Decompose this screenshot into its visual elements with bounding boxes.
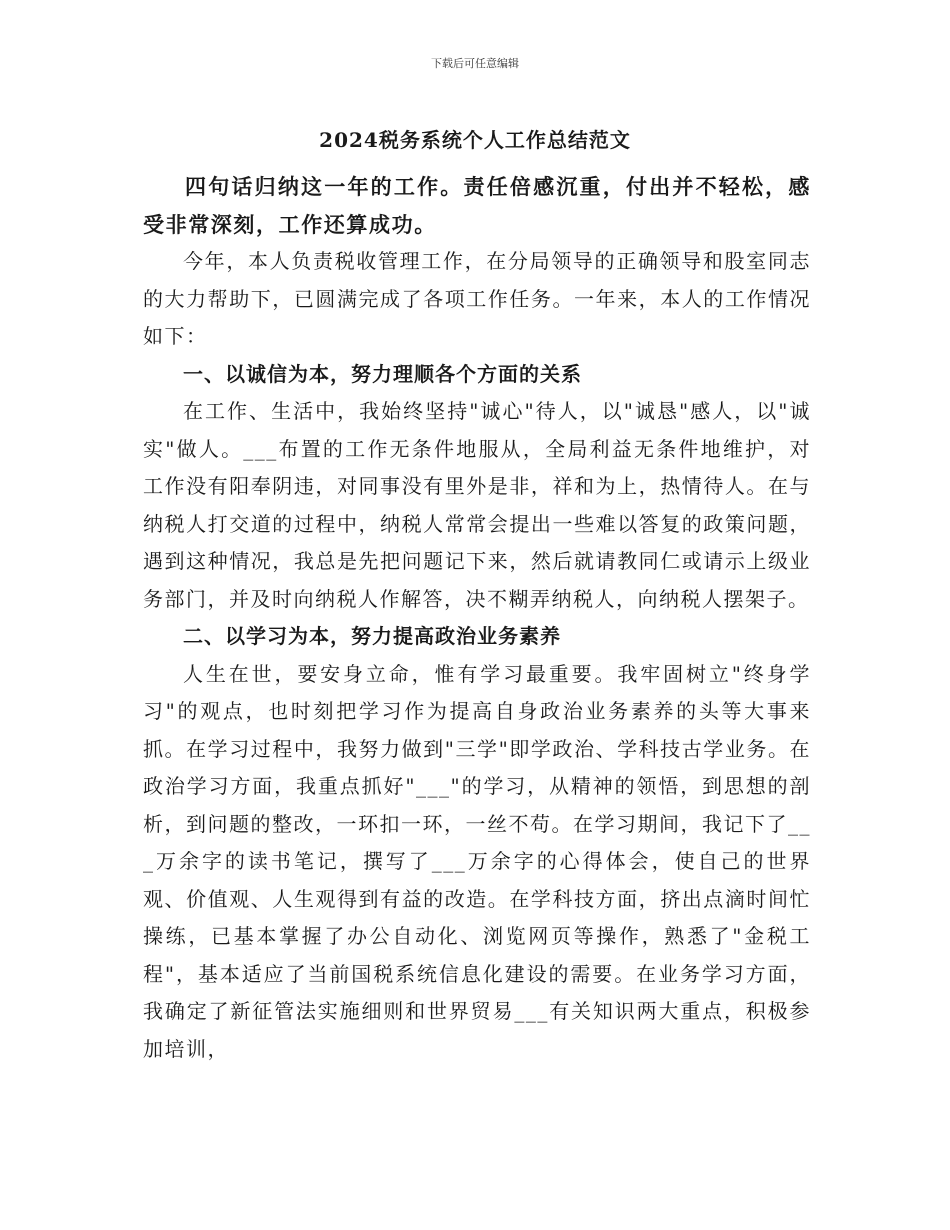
lead-paragraph: 四句话归纳这一年的工作。责任倍感沉重，付出并不轻松，感受非常深刻，工作还算成功。 [143,174,811,237]
header-note: 下载后可任意编辑 [431,57,519,70]
document-title: 2024税务系统个人工作总结范文 [319,128,631,152]
section-1-paragraph: 在工作、生活中，我始终坚持"诚心"待人，以"诚恳"感人，以"诚实"做人。___布置的工作无条件地服从，全局利益无条件地维护，对工作没有阳奉阴违，对同事没有里外是非，祥和为上，热情待人。在与纳税人打交道的过程中，纳税人常常会提出一些难以答复的政策问题，遇到这种情况，我总是先把问题记下来，然后就请教同仁或请示上级业务部门，并及时向纳税人作解答，决不糊弄纳税人，向纳税人摆架子。 [143,399,811,611]
section-heading-1: 一、以诚信为本，努力理顺各个方面的关系 [183,361,582,386]
intro-paragraph: 今年，本人负责税收管理工作，在分局领导的正确领导和股室同志的大力帮助下，已圆满完成了各项工作任务。一年来，本人的工作情况如下： [143,249,811,348]
section-heading-2: 二、以学习为本，努力提高政治业务素养 [183,624,561,648]
document-body [143,168,811,1068]
section-2-paragraph: 人生在世，要安身立命，惟有学习最重要。我牢固树立"终身学习"的观点，也时刻把学习作为提高自身政治业务素养的头等大事来抓。在学习过程中，我努力做到"三学"即学政治、学科技古学业务。在政治学习方面，我重点抓好"___"的学习，从精神的领悟，到思想的剖析，到问题的整改，一环扣一环，一丝不苟。在学习期间，我记下了___万余字的读书笔记，撰写了___万余字的心得体会，使自己的世界观、价值观、人生观得到有益的改造。在学科技方面，挤出点滴时间忙操练，已基本掌握了办公自动化、浏览网页等操作，熟悉了"金税工程"，基本适应了当前国税系统信息化建设的需要。在业务学习方面，我确定了新征管法实施细则和世界贸易___有关知识两大重点，积极参加培训， [143,661,811,1061]
